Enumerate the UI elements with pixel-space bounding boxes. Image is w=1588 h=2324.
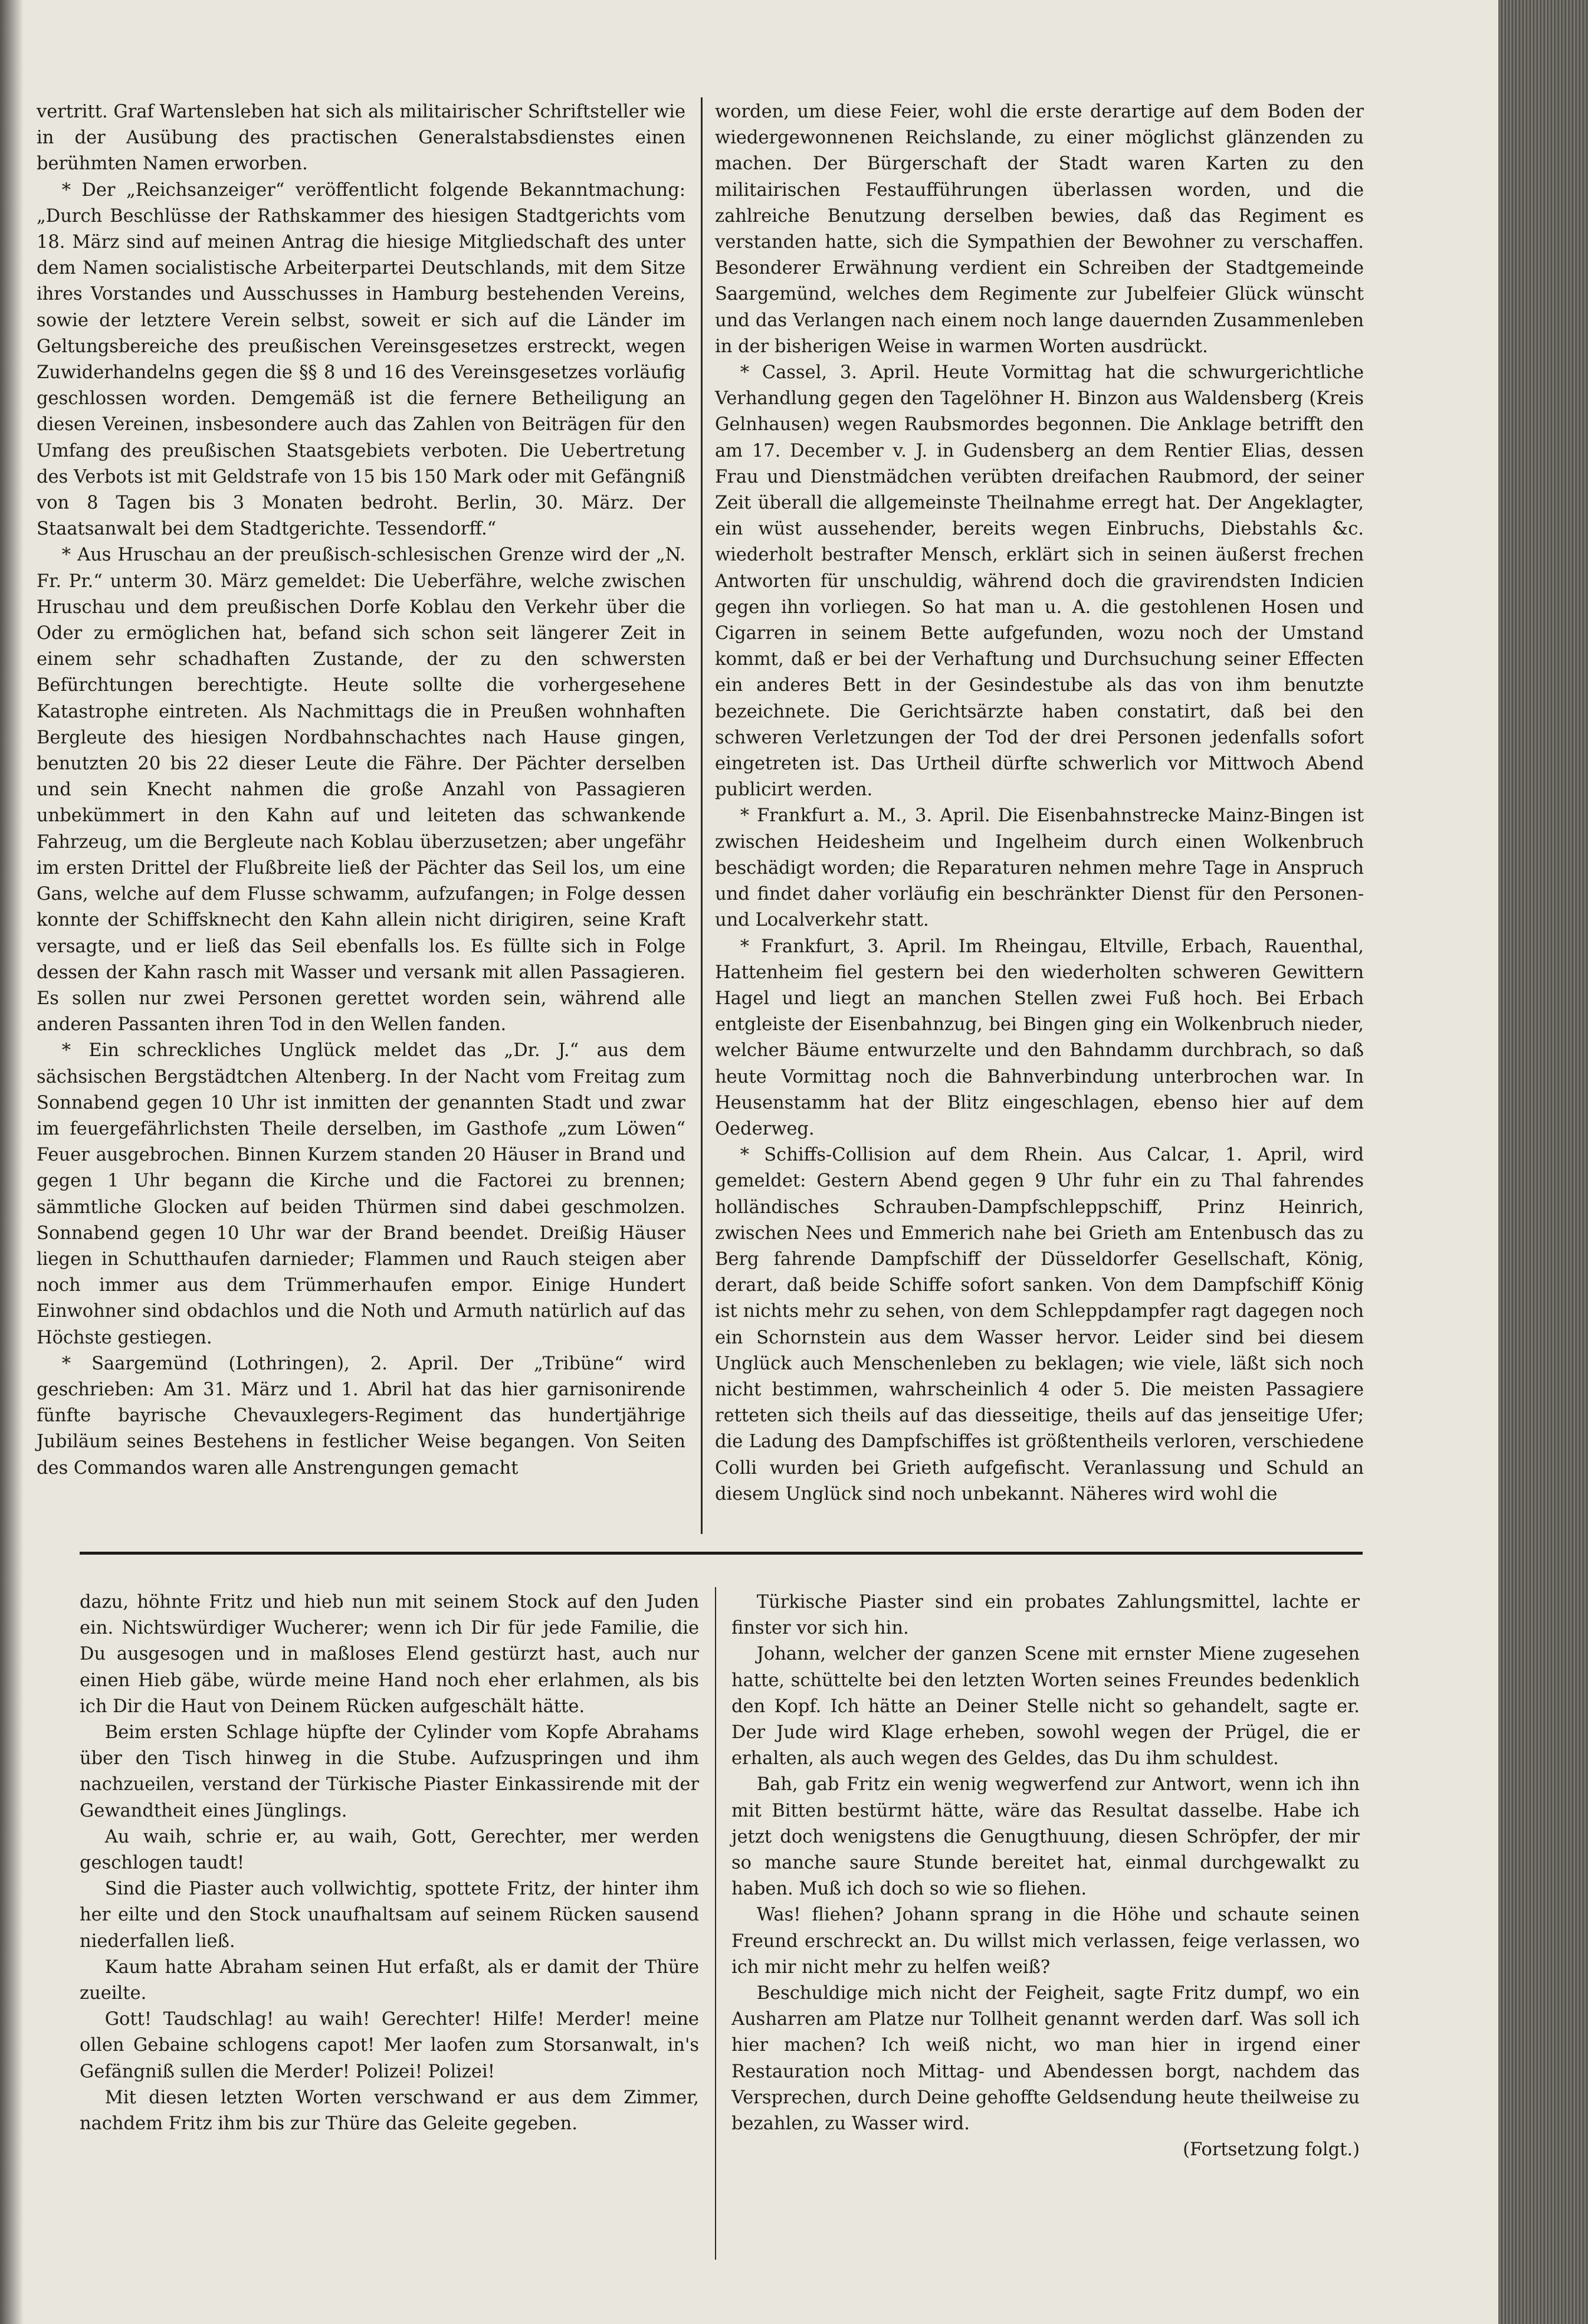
feuilleton-column-divider [715,1587,716,2260]
story-paragraph: Beim ersten Schlage hüpfte der Cylinder vom Kopfe Abrahams über den Tisch hinweg in die Stube. Aufzuspringen und ihm nachzueilen, verstand der Türkische Piaster Einkassirende mit der Gewandtheit eines Jünglings. [80,1722,699,1821]
article-paragraph: * Frankfurt, 3. April. Im Rheingau, Eltville, Erbach, Rauenthal, Hattenheim fiel gestern bei den wiederholten schweren Gewittern Hagel und liegt an manchen Stellen zwei Fuß hoch. Bei Erbach entgleiste der Eisenbahnzug, bei Bingen ging ein Wolkenbruch nieder, welcher Bäume entwurzelte und den Bahndamm durchbrach, so daß heute Vormittag noch die Bahnverbindung unterbrochen war. In Heusenstamm hat der Blitz eingeschlagen, ebenso hier auf dem Oederweg. [715,936,1364,1139]
story-paragraph: Was! fliehen? Johann sprang in die Höhe und schaute seinen Freund erschreckt an. Du willst mich verlassen, feige verlassen, wo ich mir nicht mehr zu helfen weiß? [731,1905,1360,1978]
article-paragraph: * Der „Reichsanzeiger“ veröffentlicht folgende Bekanntmachung: „Durch Beschlüsse der Rathskammer des hiesigen Stadtgerichts vom 18. März sind auf meinen Antrag die hiesige Mitgliedschaft des unter dem Namen socialistische Arbeiterpartei Deutschlands, mit dem Sitze ihres Vorstandes und Ausschusses in Hamburg bestehenden Vereins, sowie der letztere Verein selbst, soweit er sich auf die Länder im Geltungsbereiche des preußischen Vereinsgesetzes erstreckt, wegen Zuwiderhandelns gegen die §§ 8 und 16 des Vereinsgesetzes vorläufig geschlossen worden. Demgemäß ist die fernere Betheiligung an diesen Vereinen, insbesondere auch das Zahlen von Beiträgen für den Umfang des preußischen Staatsgebiets verboten. Die Uebertretung des Verbots ist mit Geldstrafe von 15 bis 150 Mark oder mit Gefängniß von 8 Tagen bis 3 Monaten bedroht. Berlin, 30. März. Der Staatsanwalt bei dem Stadtgerichte. Tessendorff.“ [37,179,685,540]
story-paragraph: Türkische Piaster sind ein probates Zahlungsmittel, lachte er finster vor sich hin. [731,1592,1360,1639]
story-paragraph: Au waih, schrie er, au waih, Gott, Gerechter, mer werden geschlogen taudt! [80,1826,699,1874]
feuilleton-column-left [80,1589,699,2137]
story-paragraph: Bah, gab Fritz ein wenig wegwerfend zur Antwort, wenn ich ihn mit Bitten bestürmt hätte, wäre das Resultat dasselbe. Habe ich jetzt doch wenigstens die Genugthuung, diesen Schröpfer, der mir so manche saure Stunde bereitet hat, einmal durchgewalkt zu haben. Muß ich doch so wie so fliehen. [731,1774,1360,1900]
feuilleton-column-right [731,1589,1360,2163]
continuation-note: (Fortsetzung folgt.) [1183,2139,1360,2161]
article-paragraph: * Schiffs-Collision auf dem Rhein. Aus Calcar, 1. April, wird gemeldet: Gestern Abend gegen 9 Uhr fuhr ein zu Thal fahrendes holländisches Schrauben-Dampfschleppschiff, Prinz Heinrich, zwischen Nees und Emmerich nahe bei Grieth am Entenbusch das zu Berg fahrende Dampfschiff der Düsseldorfer Gesellschaft, König, derart, daß beide Schiffe sofort sanken. Von dem Dampfschiff König ist nichts mehr zu sehen, von dem Schleppdampfer ragt dagegen noch ein Schornstein aus dem Wasser hervor. Leider sind bei diesem Unglück auch Menschenleben zu beklagen; wie viele, läßt sich noch nicht bestimmen, wahrscheinlich 4 oder 5. Die meisten Passagiere retteten sich theils auf das diesseitige, theils auf das jenseitige Ufer; die Ladung des Dampfschiffes ist größtentheils verloren, verschiedene Colli wurden bei Grieth aufgefischt. Veranlassung und Schuld an diesem Unglück sind noch unbekannt. Näheres wird wohl die [715,1145,1364,1504]
article-paragraph: vertritt. Graf Wartensleben hat sich als militairischer Schriftsteller wie in der Ausübung des practischen Generalstabsdienstes einen berühmten Namen erworben. [37,101,685,175]
story-paragraph: Beschuldige mich nicht der Feigheit, sagte Fritz dumpf, wo ein Ausharren am Platze nur Tollheit genannt werden darf. Was soll ich hier machen? Ich weiß nicht, wo man hier in irgend einer Restauration noch Mittag- und Abendessen borgt, nachdem das Versprechen, durch Deine gehoffte Geldsendung heute theilweise zu bezahlen, zu Wasser wird. [731,1983,1360,2135]
article-paragraph: * Ein schreckliches Unglück meldet das „Dr. J.“ aus dem sächsischen Bergstädtchen Altenberg. In der Nacht vom Freitag zum Sonnabend gegen 10 Uhr ist inmitten der genannten Stadt und zwar im feuergefährlichsten Theile derselben, im Gasthofe „zum Löwen“ Feuer ausgebrochen. Binnen Kurzem standen 20 Häuser in Brand und gegen 1 Uhr begann die Kirche und die Factorei zu brennen; sämmtliche Glocken auf beiden Thürmen sind dabei geschmolzen. Sonnabend gegen 10 Uhr war der Brand beendet. Dreißig Häuser liegen in Schutthaufen darnieder; Flammen und Rauch steigen aber noch immer aus dem Trümmerhaufen empor. Einige Hundert Einwohner sind obdachlos und die Noth und Armuth natürlich auf das Höchste gestiegen. [37,1040,685,1348]
binding-shadow [0,0,24,2324]
story-paragraph: Kaum hatte Abraham seinen Hut erfaßt, als er damit der Thüre zueilte. [80,1956,699,2004]
article-paragraph: worden, um diese Feier, wohl die erste derartige auf dem Boden der wiedergewonnenen Reichslande, zu einer möglichst glänzenden zu machen. Der Bürgerschaft der Stadt waren Karten zu den militairischen Festaufführungen überlassen worden, und die zahlreiche Benutzung derselben bewies, daß das Regiment es verstanden hatte, sich die Sympathien der Bewohner zu verschaffen. Besonderer Erwähnung verdient ein Schreiben der Stadtgemeinde Saargemünd, welches dem Regimente zur Jubelfeier Glück wünscht und das Verlangen nach einem noch lange dauernden Zusammenleben in der bisherigen Weise in warmen Worten ausdrückt. [715,101,1364,357]
article-paragraph: * Aus Hruschau an der preußisch-schlesischen Grenze wird der „N. Fr. Pr.“ unterm 30. März gemeldet: Die Ueberfähre, welche zwischen Hruschau und dem preußischen Dorfe Koblau den Verkehr über die Oder zu ermöglichen hat, befand sich schon seit längerer Zeit in einem sehr schadhaften Zustande, der zu den schwersten Befürchtungen berechtigte. Heute sollte die vorhergesehene Katastrophe eintreten. Als Nachmittags die in Preußen wohnhaften Bergleute des hiesigen Nordbahnschachtes nach Hause gingen, benutzten 20 bis 22 dieser Leute die Fähre. Der Pächter derselben und sein Knecht nahmen die große Anzahl von Passagieren unbekümmert in den Kahn auf und leiteten das schwankende Fahrzeug, um die Bergleute nach Koblau überzusetzen; aber ungefähr im ersten Drittel der Flußbreite ließ der Pächter das Seil los, um eine Gans, welche auf dem Flusse schwamm, aufzufangen; in Folge dessen konnte der Schiffsknecht den Kahn allein nicht dirigiren, seine Kraft versagte, und er ließ das Seil ebenfalls los. Es füllte sich in Folge dessen der Kahn rasch mit Wasser und versank mit allen Passagieren. Es sollen nur zwei Personen gerettet worden sein, während alle anderen Passanten ihren Tod in den Wellen fanden. [37,545,685,1035]
news-column-right [715,99,1364,1507]
story-paragraph: dazu, höhnte Fritz und hieb nun mit seinem Stock auf den Juden ein. Nichtswürdiger Wucherer; wenn ich Dir für jede Familie, die Du ausgesogen und in maßloses Elend gestürzt hast, auch nur einen Hieb gäbe, würde meine Hand noch eher erlahmen, als bis ich Dir die Haut von Deinem Rücken aufgeschält hätte. [80,1592,699,1717]
story-paragraph: Sind die Piaster auch vollwichtig, spottete Fritz, der hinter ihm her eilte und den Stock unaufhaltsam auf seinem Rücken sausend niederfallen ließ. [80,1879,699,1952]
story-paragraph: Gott! Taudschlag! au waih! Gerechter! Hilfe! Merder! meine ollen Gebaine schlogens capot! Mer laofen zum Storsanwalt, in's Gefängniß sullen die Merder! Polizei! Polizei! [80,2009,699,2082]
feuilleton-separator-rule [80,1552,1363,1555]
column-divider [701,97,703,1534]
story-paragraph: Johann, welcher der ganzen Scene mit ernster Miene zugesehen hatte, schüttelte bei den letzten Worten seines Freundes bedenklich den Kopf. Ich hätte an Deiner Stelle nicht so gehandelt, sagte er. Der Jude wird Klage erheben, sowohl wegen der Prügel, die er erhalten, als auch wegen des Geldes, das Du ihm schuldest. [731,1644,1360,1769]
story-paragraph: Mit diesen letzten Worten verschwand er aus dem Zimmer, nachdem Fritz ihm bis zur Thüre das Geleite gegeben. [80,2087,699,2135]
article-paragraph: * Frankfurt a. M., 3. April. Die Eisenbahnstrecke Mainz-Bingen ist zwischen Heidesheim und Ingelheim durch einen Wolkenbruch beschädigt worden; die Reparaturen nehmen mehre Tage in Anspruch und findet daher vorläufig ein beschränkter Dienst für den Personen- und Localverkehr statt. [715,805,1364,931]
book-page-edges [1498,0,1588,2324]
article-paragraph: * Saargemünd (Lothringen), 2. April. Der „Tribüne“ wird geschrieben: Am 31. März und 1. Abril hat das hier garnisonirende fünfte bayrische Chevauxlegers-Regiment das hundertjährige Jubiläum seines Bestehens in festlicher Weise begangen. Von Seiten des Commandos waren alle Anstrengungen gemacht [37,1353,685,1479]
article-paragraph: * Cassel, 3. April. Heute Vormittag hat die schwurgerichtliche Verhandlung gegen den Tagelöhner H. Binzon aus Waldensberg (Kreis Gelnhausen) wegen Raubsmordes begonnen. Die Anklage betrifft den am 17. December v. J. in Gudensberg an dem Rentier Elias, dessen Frau und Dienstmädchen verübten dreifachen Raubmord, der seiner Zeit überall die allgemeinste Theilnahme erregt hat. Der Angeklagter, ein wüst aussehender, bereits wegen Einbruchs, Diebstahls &c. wiederholt bestrafter Mensch, erklärt sich in seinen äußerst frechen Antworten für unschuldig, während doch die gravirendsten Indicien gegen ihn vorliegen. So hat man u. A. die gestohlenen Hosen und Cigarren in seinem Bette aufgefunden, wozu noch der Umstand kommt, daß er bei der Verhaftung und Durchsuchung seiner Effecten ein anderes Bett in der Gesindestube als das von ihm benutzte bezeichnete. Die Gerichtsärzte haben constatirt, daß bei den schweren Verletzungen der Tod der drei Personen jedenfalls sofort eingetreten ist. Das Urtheil dürfte schwerlich vor Mittwoch Abend publicirt werden. [715,362,1364,801]
news-column-left [37,99,685,1481]
